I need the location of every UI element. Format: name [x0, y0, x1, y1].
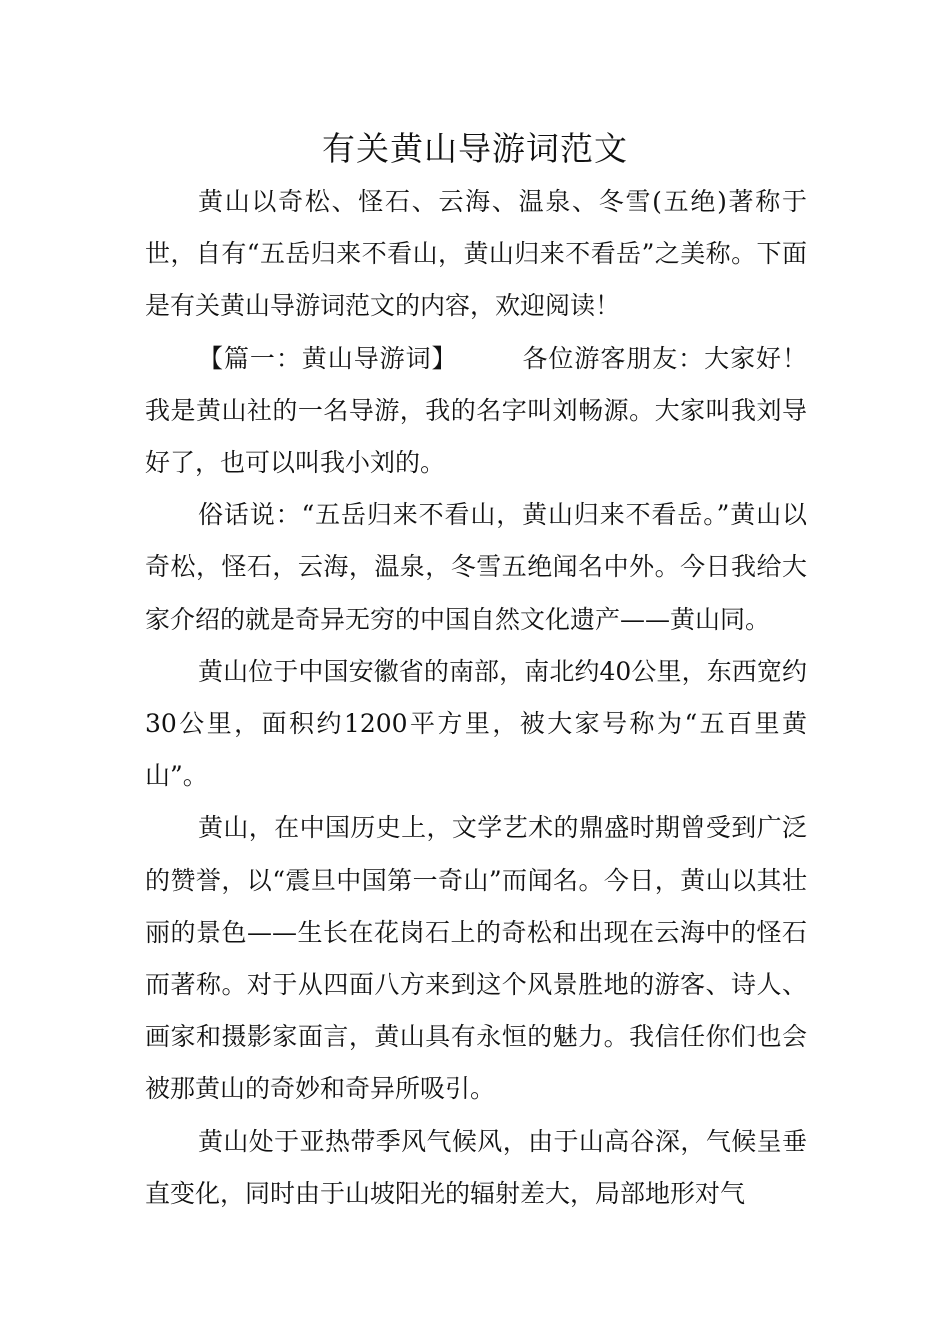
paragraph-climate: 黄山处于亚热带季风气候风，由于山高谷深，气候呈垂直变化，同时由于山坡阳光的辐射差大，局部地形对气 — [145, 1126, 807, 1208]
section-one-text: 各位游客朋友：大家好！我是黄山社的一名导游，我的名字叫刘畅源。大家叫我刘导好了，也可以叫我小刘的。 — [145, 343, 807, 478]
paragraph-proverb: 俗话说：“五岳归来不看山，黄山归来不看岳。”黄山以奇松，怪石，云海，温泉，冬雪五绝闻名中外。今日我给大家介绍的就是奇异无穷的中国自然文化遗产——黄山同。 — [145, 500, 807, 634]
section-heading: 【篇一：黄山导游词】 — [198, 343, 458, 373]
paragraph-history: 黄山，在中国历史上，文学艺术的鼎盛时期曾受到广泛的赞誉，以“震旦中国第一奇山”而闻名。今日，黄山以其壮丽的景色——生长在花岗石上的奇松和出现在云海中的怪石而著称。对于从四面八方来到这个风景胜地的游客、诗人、画家和摄影家面言，黄山具有永恒的魅力。我信任你们也会被那黄山的奇妙和奇异所吸引。 — [145, 813, 807, 1104]
paragraph-intro: 黄山以奇松、怪石、云海、温泉、冬雪(五绝)著称于世，自有“五岳归来不看山，黄山归来不看岳”之美称。下面是有关黄山导游词范文的内容，欢迎阅读！ — [145, 187, 807, 321]
document-title: 有关黄山导游词范文 — [322, 129, 628, 168]
paragraph-location: 黄山位于中国安徽省的南部，南北约40公里，东西宽约30公里，面积约1200平方里，被大家号称为“五百里黄山”。 — [145, 656, 807, 791]
paragraph-section-one — [145, 333, 807, 490]
document-body — [145, 176, 807, 1220]
